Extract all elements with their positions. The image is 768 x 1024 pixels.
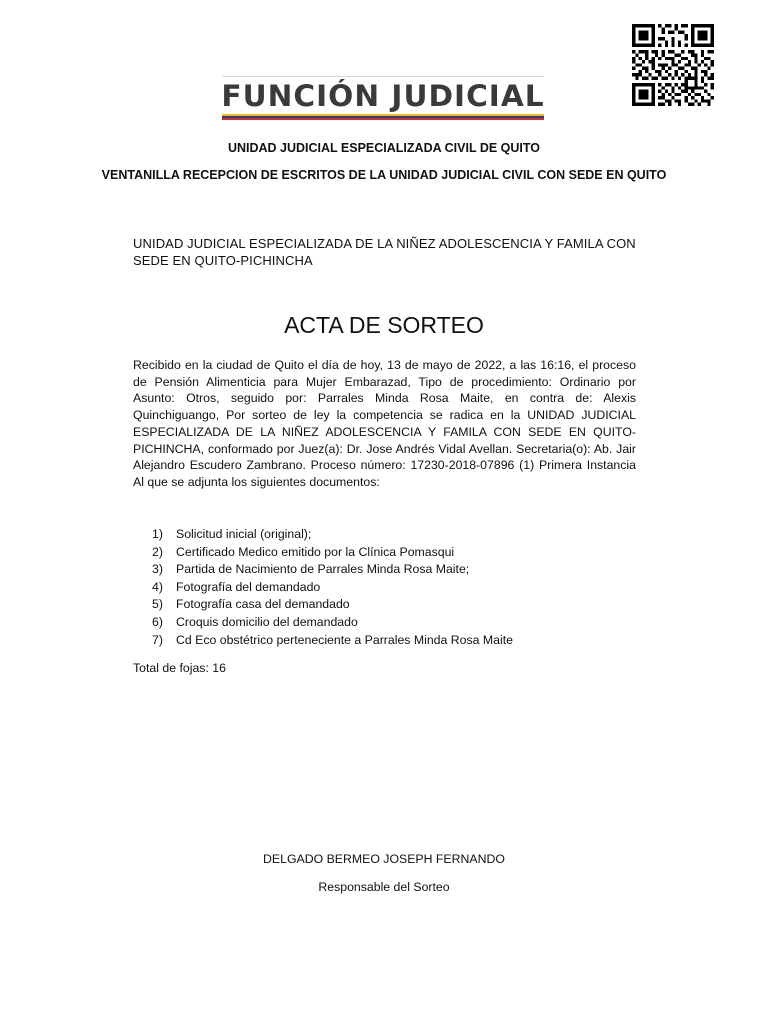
total-pages: Total de fojas: 16: [133, 661, 226, 675]
logo-text: FUNCIÓN JUDICIAL: [221, 79, 545, 113]
attached-documents-list: [152, 526, 513, 649]
list-item: 5) Fotografía casa del demandado: [152, 597, 350, 612]
list-item: 2) Certificado Medico emitido por la Clínica Pomasqui: [152, 544, 455, 559]
unit-heading: UNIDAD JUDICIAL ESPECIALIZADA CIVIL DE QUITO: [227, 141, 541, 155]
document-body: Recibido en la ciudad de Quito el día de hoy, 13 de mayo de 2022, a las 16:16, el proceso de Pensión Alimenticia para Mujer Embarazad, Tipo de procedimiento: Ordinario por Asunto: Otros, seguido por: Parrales Minda Rosa Maite, en contra de: Alexis Quinchiguango, Por sorteo de ley la competencia se radica en la UNIDAD JUDICIAL ESPECIALIZADA DE LA NIÑEZ ADOLESCENCIA Y FAMILA CON SEDE EN QUITO-PICHINCHA, conformado por Juez(a): Dr. Jose Andrés Vidal Avellan. Secretaria(o): Ab. Jair Alejandro Escudero Zambrano. Proceso número: 17230-2018-07896 (1) Primera Instancia Al que se adjunta los siguientes documentos:: [133, 358, 636, 489]
signatory-role: Responsable del Sorteo: [318, 880, 450, 894]
signatory-name: DELGADO BERMEO JOSEPH FERNANDO: [263, 852, 505, 866]
logo-flag-stripes: [222, 114, 544, 120]
reception-window-heading: VENTANILLA RECEPCION DE ESCRITOS DE LA UNIDAD JUDICIAL CIVIL CON SEDE EN QUITO: [101, 168, 667, 182]
list-item: 4) Fotografía del demandado: [152, 579, 321, 594]
list-item: 1) Solicitud inicial (original);: [152, 527, 312, 541]
list-item: 7) Cd Eco obstétrico perteneciente a Parrales Minda Rosa Maite: [152, 632, 513, 647]
list-item: 6) Croquis domicilio del demandado: [152, 614, 358, 629]
qr-code-icon: [632, 24, 714, 106]
list-item: 3) Partida de Nacimiento de Parrales Minda Rosa Maite;: [152, 562, 470, 577]
funcion-judicial-logo: [222, 76, 544, 120]
document-title: ACTA DE SORTEO: [284, 312, 484, 338]
flag-stripe-red: [222, 118, 544, 120]
logo-divider: [222, 76, 544, 77]
assigned-court: UNIDAD JUDICIAL ESPECIALIZADA DE LA NIÑEZ ADOLESCENCIA Y FAMILA CON SEDE EN QUITO-PICHINCHA: [133, 236, 636, 268]
